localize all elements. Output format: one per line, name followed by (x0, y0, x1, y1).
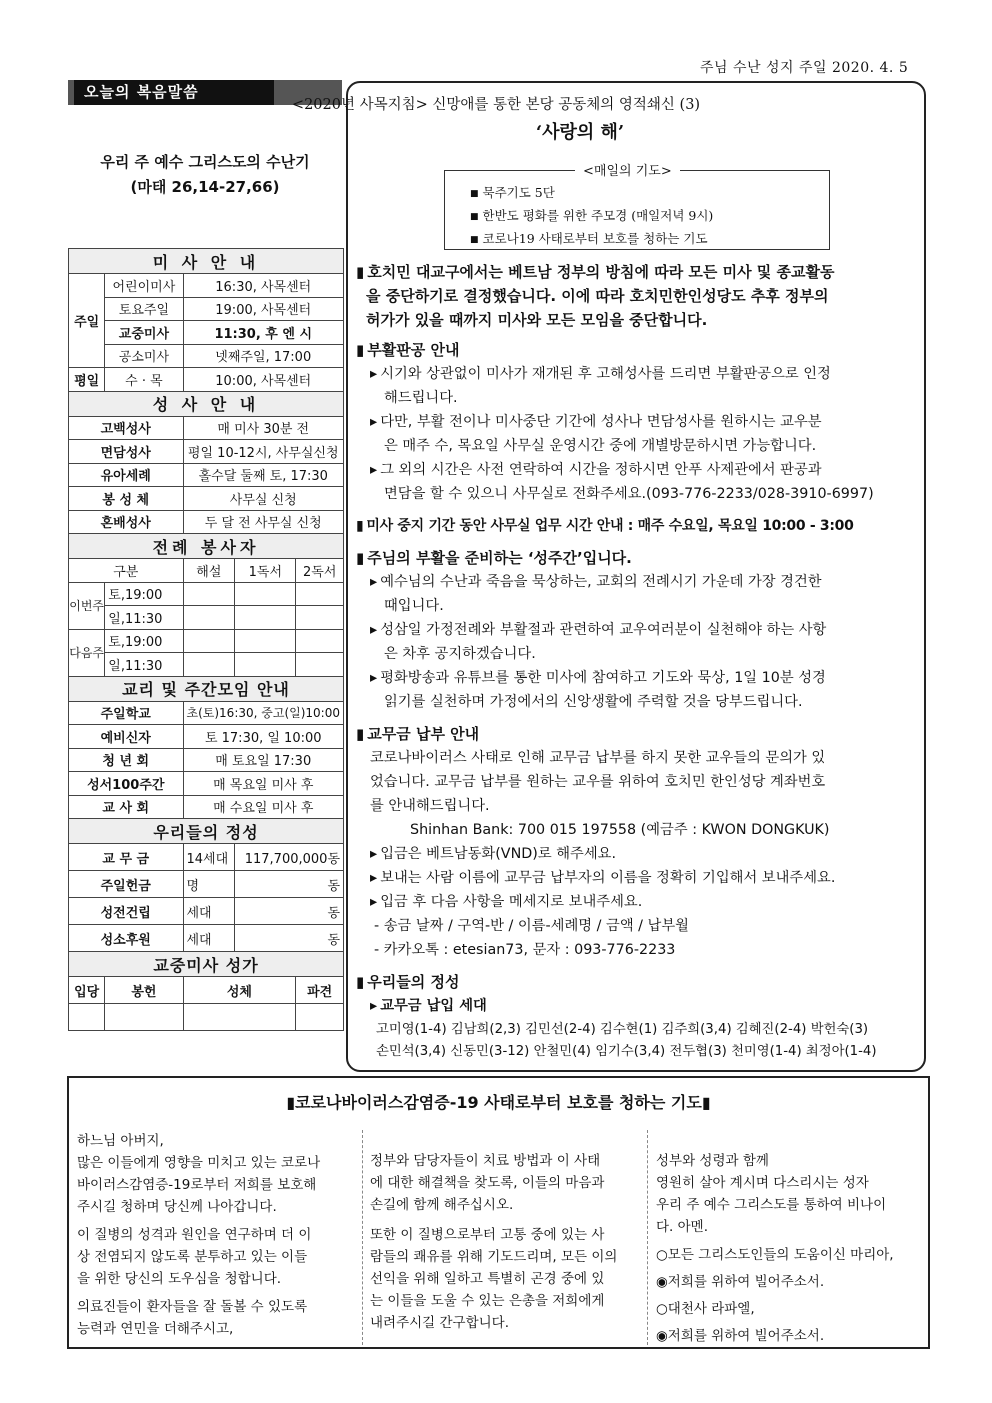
catechism-info: 초(토)16:30, 중고(일)10:00 (183, 701, 344, 725)
liturgy-header: 해설 (183, 559, 235, 583)
offering-count: 세대 (183, 898, 235, 925)
donor-list: 고미영(1-4) 김남희(2,3) 김민선(2-4) 김수현(1) 김주희(3,4) 김혜진(2-4) 박헌숙(3) (376, 1022, 869, 1037)
offering-amount: 동 (235, 871, 344, 898)
hymns-title: 교중미사 성가 (69, 952, 344, 977)
sacrament-info: 매 미사 30분 전 (183, 416, 344, 440)
daily-prayer-item: ■ 한반도 평화를 위한 주모경 (매일저녁 9시) (470, 206, 713, 224)
notice-line: 코로나바이러스 사태로 인해 교무금 납부를 하지 못한 교우들의 문의가 있 (370, 750, 826, 766)
prayer-line: 바이러스감염증-19로부터 저희를 보호해 (77, 1177, 317, 1193)
catechism-name: 예비신자 (69, 725, 184, 749)
catechism-title: 교리 및 주간모임 안내 (69, 676, 344, 701)
section-title: ▮ 교무금 납부 안내 (356, 722, 924, 746)
notice-line: - 송금 날짜 / 구역-반 / 이름-세례명 / 금액 / 납부월 (374, 918, 689, 934)
offering-amount: 동 (235, 898, 344, 925)
catechism-info: 토 17:30, 일 10:00 (183, 725, 344, 749)
donor-list: 손민석(3,4) 신동민(3-12) 안철민(4) 임기수(3,4) 전두협(3) 천미영(1-4) 최정아(1-4) (376, 1044, 877, 1059)
notice-line: ▸ 보내는 사람 이름에 교무금 납부자의 이름을 정확히 기입해서 보내주세요. (370, 866, 835, 890)
sacrament-info: 평일 10-12시, 사무실신청 (183, 440, 344, 464)
mass-time: 10:00, 사목센터 (183, 368, 344, 392)
bank-account: Shinhan Bank: 700 015 197558 (예금주 : KWON DONGKUK) (410, 822, 830, 838)
prayer-line: 능력과 연민을 더해주시고, (77, 1321, 234, 1337)
mass-time: 11:30, 후 엔 시 (183, 321, 344, 345)
prayer-column-3 (656, 1150, 926, 1347)
prayer-response: ◉저희를 위하여 빌어주소서. (656, 1274, 825, 1290)
covid-prayer-title: ▮코로나바이러스감염증-19 사태로부터 보호를 청하는 기도▮ (286, 1093, 711, 1112)
catechism-name: 교 사 회 (69, 795, 184, 819)
prayer-line: 우리 주 예수 그리스도를 통하여 비나이 (656, 1197, 887, 1213)
notice-line: 읽기를 실천하며 가정에서의 신앙생활에 주력할 것을 당부드립니다. (384, 694, 803, 710)
offering-amount: 117,700,000동 (235, 844, 344, 871)
mass-type: 공소미사 (105, 344, 183, 368)
mass-title: 미 사 안 내 (69, 249, 344, 274)
prayer-line: 을 위한 당신의 도우심을 청합니다. (77, 1271, 282, 1287)
daily-prayer-item: ■ 묵주기도 5단 (470, 183, 555, 201)
notice-line: ▸ 예수님의 수난과 죽음을 묵상하는, 교회의 전례시기 가운데 가장 경건한 (370, 570, 822, 594)
mass-type: 어린이미사 (105, 274, 183, 298)
notice-line: 은 매주 수, 목요일 사무실 운영시간 중에 개별방문하시면 가능합니다. (384, 438, 817, 454)
liturgy-header: 2독서 (296, 559, 344, 583)
notice-year-theme: ‘사랑의 해’ (535, 122, 625, 143)
mass-weekday: 평일 (69, 368, 105, 392)
notice-line: 은 차후 공지하겠습니다. (384, 646, 536, 662)
notice-heading: <2020년 사목지침> 신망애를 통한 본당 공동체의 영적쇄신 (3) (291, 97, 701, 113)
prayer-line: 다. 아멘. (656, 1219, 708, 1235)
offering-count: 명 (183, 871, 235, 898)
catechism-name: 주일학교 (69, 701, 184, 725)
catechism-info: 매 목요일 미사 후 (183, 772, 344, 796)
sacrament-name: 면담성사 (69, 440, 184, 464)
catechism-name: 성서100주간 (69, 772, 184, 796)
hymn-header: 파견 (296, 977, 344, 1004)
mass-sunday: 주일 (69, 274, 105, 368)
prayer-line: 선익을 위해 일하고 특별히 곤경 중에 있 (370, 1271, 605, 1287)
prayer-line: 상 전염되지 않도록 분투하고 있는 이들 (77, 1249, 308, 1265)
prayer-line: 는 이들을 도울 수 있는 은총을 저희에게 (370, 1293, 605, 1309)
daily-prayer-item: ■ 코로나19 사태로부터 보호를 청하는 기도 (470, 229, 708, 247)
prayer-line: 많은 이들에게 영향을 미치고 있는 코로나 (77, 1155, 321, 1171)
column-divider (647, 1130, 648, 1345)
prayer-line: 람들의 쾌유를 위해 기도드리며, 모든 이의 (370, 1249, 618, 1265)
notice-line: ▸ 성삼일 가정전례와 부활절과 관련하여 교우여러분이 실천해야 하는 사항 (370, 618, 826, 642)
prayer-column-2 (370, 1150, 642, 1334)
notice-line: ▸ 입금은 베트남동화(VND)로 해주세요. (370, 842, 616, 866)
prayer-line: 내려주시길 간구합니다. (370, 1315, 509, 1331)
prayer-line: 에 대한 해결책을 찾도록, 이들의 마음과 (370, 1175, 605, 1191)
liturgy-time: 일,11:30 (105, 653, 183, 677)
notice-line: 해드립니다. (384, 390, 458, 406)
sacrament-name: 혼배성사 (69, 510, 184, 534)
liturgy-time: 일,11:30 (105, 606, 183, 630)
prayer-line: 이 질병의 성격과 원인을 연구하며 더 이 (77, 1227, 312, 1243)
prayer-line: 또한 이 질병으로부터 고통 중에 있는 사 (370, 1227, 605, 1243)
schedule-table (68, 248, 344, 1031)
main-notice-line: ▮ 호치민 대교구에서는 베트남 정부의 방침에 따라 모든 미사 및 종교활동 (356, 260, 924, 284)
column-divider (362, 1130, 363, 1345)
daily-prayer-label: <매일의 기도> (575, 160, 680, 179)
offering-amount: 동 (235, 925, 344, 952)
prayer-response: ○대천사 라파엘, (656, 1301, 755, 1317)
liturgy-time: 토,19:00 (105, 629, 183, 653)
prayer-line: 하느님 아버지, (77, 1133, 164, 1149)
notice-line: ▸ 교무금 납입 세대 (370, 994, 487, 1018)
prayer-response: ◉저희를 위하여 빌어주소서. (656, 1328, 825, 1344)
prayer-line: 성부와 성령과 함께 (656, 1153, 769, 1169)
prayer-line: 영원히 살아 계시며 다스리시는 성자 (656, 1175, 869, 1191)
prayer-response: ○모든 그리스도인들의 도움이신 마리아, (656, 1247, 894, 1263)
sacrament-name: 봉 성 체 (69, 487, 184, 511)
mass-time: 19:00, 사목센터 (183, 297, 344, 321)
hymn-header: 입당 (69, 977, 105, 1004)
main-notice-line: 허가가 있을 때까지 미사와 모든 모임을 중단합니다. (366, 311, 708, 329)
notice-line: ▸ 그 외의 시간은 사전 연락하여 시간을 정하시면 안푸 사제관에서 판공과 (370, 458, 822, 482)
hymn-header: 봉헌 (105, 977, 183, 1004)
offering-name: 성소후원 (69, 925, 184, 952)
prayer-line: 의료진들이 환자들을 잘 돌볼 수 있도록 (77, 1299, 308, 1315)
notice-line: ▸ 시기와 상관없이 미사가 재개된 후 고해성사를 드리면 부활판공으로 인정 (370, 362, 831, 386)
sacrament-name: 유아세례 (69, 463, 184, 487)
liturgy-next-week: 다음주 (69, 629, 105, 676)
notice-line: 때입니다. (384, 598, 444, 614)
section-title: ▮ 주님의 부활을 준비하는 ‘성주간’입니다. (356, 546, 924, 570)
notice-line: 면담을 할 수 있으니 사무실로 전화주세요.(093-776-2233/028-3910-6997) (384, 486, 874, 502)
liturgy-this-week: 이번주 (69, 582, 105, 629)
mass-time: 16:30, 사목센터 (183, 274, 344, 298)
mass-type: 토요주일 (105, 297, 183, 321)
section-title: ▮ 미사 중지 기간 동안 사무실 업무 시간 안내 : 매주 수요일, 목요일 10:00 - 3:00 (356, 514, 924, 538)
sacrament-title: 성 사 안 내 (69, 391, 344, 416)
sacrament-name: 고백성사 (69, 416, 184, 440)
liturgy-header: 구분 (69, 559, 184, 583)
sacrament-info: 두 달 전 사무실 신청 (183, 510, 344, 534)
catechism-name: 청 년 회 (69, 748, 184, 772)
offering-count: 14세대 (183, 844, 235, 871)
notice-line: ▸ 다만, 부활 전이나 미사중단 기간에 성사나 면담성사를 원하시는 교우분 (370, 410, 822, 434)
mass-time: 넷째주일, 17:00 (183, 344, 344, 368)
hymn-header: 성체 (183, 977, 296, 1004)
notice-line: 를 안내해드립니다. (370, 798, 490, 814)
gospel-subtitle-line2: (마태 26,14-27,66) (130, 178, 280, 196)
liturgy-title: 전례 봉사자 (69, 534, 344, 559)
mass-type: 수 · 목 (105, 368, 183, 392)
notice-line: ▸ 입금 후 다음 사항을 메세지로 보내주세요. (370, 890, 642, 914)
notice-line: 었습니다. 교무금 납부를 원하는 교우를 위하여 호치민 한인성당 계좌번호 (370, 774, 826, 790)
liturgy-time: 토,19:00 (105, 582, 183, 606)
catechism-info: 매 수요일 미사 후 (183, 795, 344, 819)
sacrament-info: 홀수달 둘째 토, 17:30 (183, 463, 344, 487)
liturgy-header: 1독서 (235, 559, 296, 583)
main-notice-line: 을 중단하기로 결정했습니다. 이에 따라 호치민한인성당도 추후 정부의 (366, 287, 829, 305)
prayer-line: 정부와 담당자들이 치료 방법과 이 사태 (370, 1153, 601, 1169)
gospel-title: 오늘의 복음말씀 (74, 80, 274, 105)
prayer-line: 손길에 함께 해주십시오. (370, 1197, 514, 1213)
prayer-column-1 (77, 1130, 357, 1340)
offering-name: 성전건립 (69, 898, 184, 925)
catechism-info: 매 토요일 17:30 (183, 748, 344, 772)
section-title: ▮ 부활판공 안내 (356, 338, 924, 362)
bulletin-date: 주님 수난 성지 주일 2020. 4. 5 (700, 60, 909, 76)
offering-count: 세대 (183, 925, 235, 952)
mass-type: 교중미사 (105, 321, 183, 345)
prayer-line: 주시길 청하며 당신께 나아갑니다. (77, 1199, 277, 1215)
gospel-subtitle (68, 150, 342, 200)
offering-title: 우리들의 정성 (69, 819, 344, 844)
section-title: ▮ 우리들의 정성 (356, 970, 924, 994)
contact-line: - 카카오톡 : etesian73, 문자 : 093-776-2233 (374, 942, 676, 958)
sacrament-info: 사무실 신청 (183, 487, 344, 511)
gospel-subtitle-line1: 우리 주 예수 그리스도의 수난기 (100, 153, 310, 171)
offering-name: 교 무 금 (69, 844, 184, 871)
offering-name: 주일헌금 (69, 871, 184, 898)
notice-line: ▸ 평화방송과 유튜브를 통한 미사에 참여하고 기도와 묵상, 1일 10분 성경 (370, 666, 826, 690)
